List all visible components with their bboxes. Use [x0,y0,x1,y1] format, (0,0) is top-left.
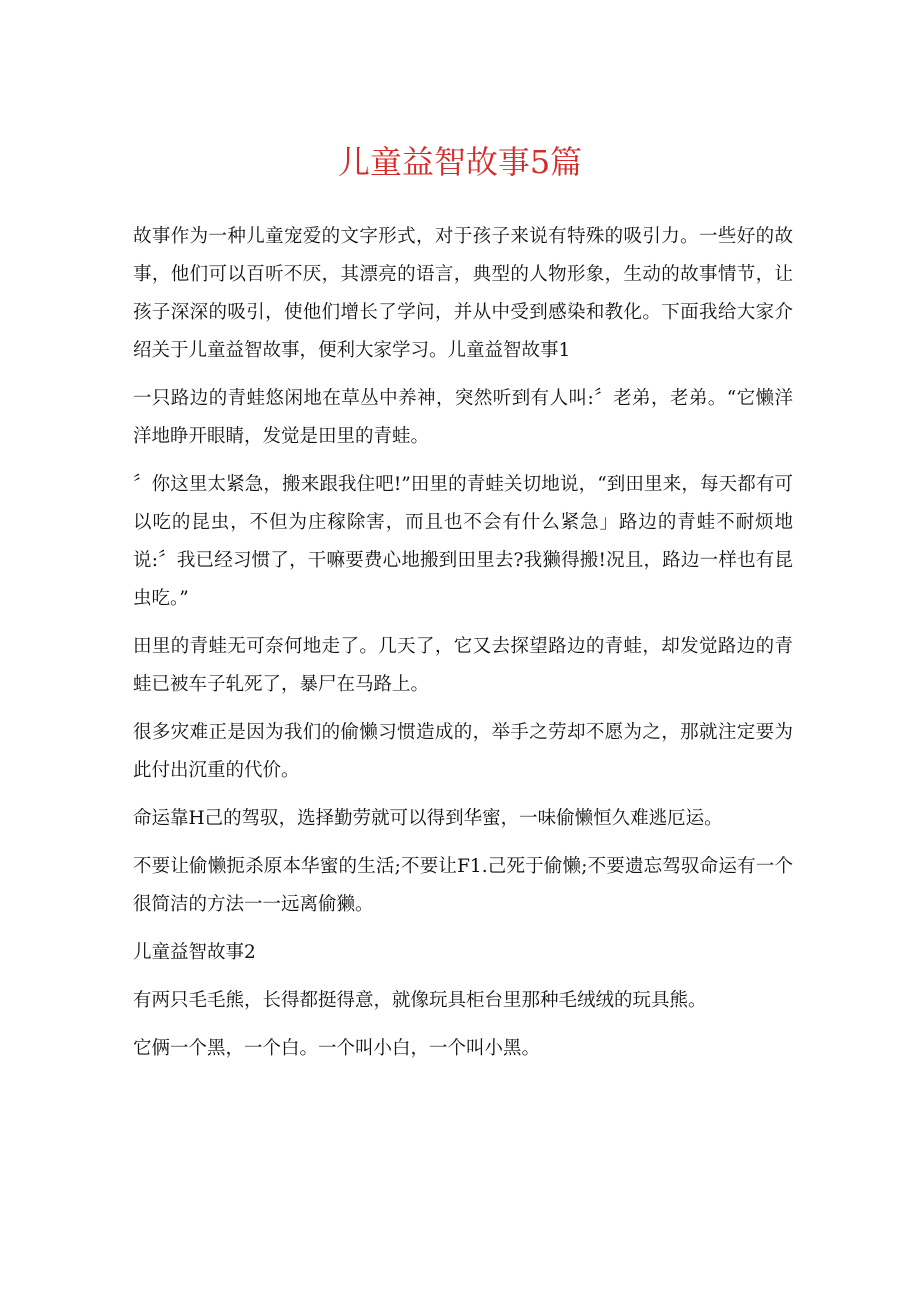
paragraph: 它俩一个黑，一个白。一个叫小白，一个叫小黑。 [133,1038,541,1059]
section-heading: 儿童益智故事2 [133,942,256,963]
paragraph: 命运靠H己的驾驭，选择勤劳就可以得到华蜜，一味偷懒恒久难逃厄运。 [133,808,723,829]
paragraph: 一只路边的青蛙悠闲地在草丛中养神，突然听到有人叫:〞老弟，老弟。“它懒洋洋地睁开眼睛，发觉是田里的青蛙。 [133,388,793,447]
paragraph: 故事作为一种儿童宠爱的文字形式，对于孩子来说有特殊的吸引力。一些好的故事，他们可以百听不厌，其漂亮的语言，典型的人物形象，生动的故事情节，让孩子深深的吸引，使他们增长了学问，并从中受到感染和教化。下面我给大家介绍关于儿童益智故事，便利大家学习。儿童益智故事1 [133,226,793,361]
paragraph: 〞你这里太紧急，搬来跟我住吧!”田里的青蛙关切地说，“到田里来，每天都有可以吃的昆虫，不但为庄稼除害，而且也不会有什么紧急」路边的青蛙不耐烦地说:〞我已经习惯了，干嘛要费心地搬到田里去?我獭得搬!况且，路边一样也有昆虫吃。” [133,474,793,609]
paragraph: 有两只毛毛熊，长得都挺得意，就像玩具柜台里那种毛绒绒的玩具熊。 [133,990,707,1011]
paragraph: 不要让偷懒扼杀原本华蜜的生活;不要让F1.己死于偷懒;不要遗忘驾驭命运有一个很简洁的方法一一远离偷獭。 [133,856,793,915]
paragraph: 田里的青蛙无可奈何地走了。几天了，它又去探望路边的青蛙，却发觉路边的青蛙已被车子轧死了，暴尸在马路上。 [133,636,793,695]
paragraph: 很多灾难正是因为我们的偷懒习惯造成的，举手之劳却不愿为之，那就注定要为此付出沉重的代价。 [133,722,793,781]
document-body [133,218,793,1078]
document-title: 儿童益智故事5篇 [337,143,583,181]
